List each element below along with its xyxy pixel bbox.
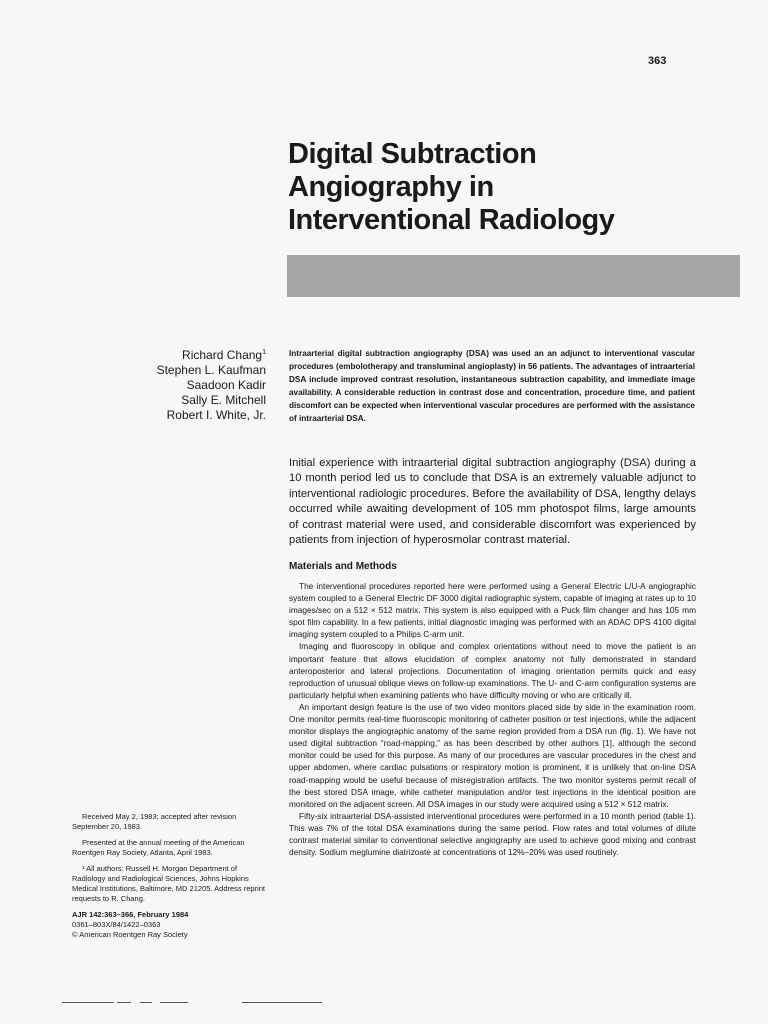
body-paragraph: Imaging and fluoroscopy in oblique and complex orientations without need to move the patient is an important feature that allows elucidation of complex anatomy not fully demonstrated in standard anteroposterior and lateral projections. Documentation of imaging orientation permits quick and easy reproduction of unusual oblique views on follow-up examinations. The U- and C-arm configuration systems are particularly helpful when examining patients who have difficulty moving or who are critically ill. xyxy=(289,641,696,700)
author-list xyxy=(100,345,266,423)
title-line: Digital Subtraction xyxy=(288,138,537,170)
lead-paragraph: Initial experience with intraarterial digital subtraction angiography (DSA) during a 10 month period led us to conclude that DSA is an extremely valuable adjunct to interventional radiologic procedures. Before the availability of DSA, lengthy delays occurred while awaiting development of 105 mm photospot films, large amounts of contrast material were used, and considerable discomfort was experienced by patients from injection of hyperosmolar contrast material. xyxy=(289,457,696,547)
author-name: Robert I. White, Jr. xyxy=(166,408,266,422)
footer-rule xyxy=(62,1002,114,1003)
body-paragraph: An important design feature is the use of two video monitors placed side by side in the examination room. One monitor permits real-time fluoroscopic monitoring of catheter position or test injections, while the adjacent monitor displays the angiographic anatomy of the same region provided from a DSA run (fig. 1). We have not used digital subtraction “road-mapping,” as has been described by other authors [1], although the second monitor could be used for this purpose. As many of our procedures are vascular procedures in the chest and upper abdomen, where cardiac pulsations or respiratory motion is prominent, it is unlikely that on-line DSA road-mapping would be useful because of misregistration artifacts. The two monitor systems permit recall of the best stored DSA image, while catheter manipulation and/or test injections in the identical position are monitored on the adjacent screen. All DSA images in our study were acquired using a 512 × 512 matrix. xyxy=(289,701,696,809)
author-name: Richard Chang$^1$ xyxy=(182,348,266,362)
body-text xyxy=(289,580,696,858)
page-number: 363 xyxy=(648,55,667,67)
author-footnote-mark: 1 xyxy=(262,349,266,356)
title-line: Interventional Radiology xyxy=(288,204,615,236)
footer-rule xyxy=(140,1002,152,1003)
footnote-affiliation: ¹ All authors: Russell H. Morgan Department of Radiology and Radiological Sciences, Johns Hopkins Medical Institutions, Baltimore, MD 21205. Address reprint requests to R. Chang. xyxy=(72,864,266,903)
footnote-issn: 0361–803X/84/1422–0363 xyxy=(72,920,161,929)
author-name: Saadoon Kadir xyxy=(186,378,266,392)
author-name: Stephen L. Kaufman xyxy=(156,363,266,377)
footnote-copyright: © American Roentgen Ray Society xyxy=(72,930,188,939)
footer-rule xyxy=(117,1002,131,1003)
author-name: Sally E. Mitchell xyxy=(181,393,266,407)
footnotes xyxy=(72,812,270,940)
footnote-received: Received May 2, 1983; accepted after revision September 20, 1983. xyxy=(72,812,237,831)
section-heading: Materials and Methods xyxy=(289,561,397,572)
title-line: Angiography in xyxy=(288,171,494,203)
footer-rule xyxy=(242,1002,322,1003)
footnote-presented: Presented at the annual meeting of the American Roentgen Ray Society, Atlanta, April 1983. xyxy=(72,838,245,857)
footnote-citation: AJR 142:363–366, February 1984 xyxy=(72,910,189,919)
body-paragraph: The interventional procedures reported here were performed using a General Electric L/U-A angiographic system coupled to a General Electric DF 3000 digital radiographic system, capable of imaging at rates up to 10 images/sec on a 512 × 512 matrix. This system is also equipped with a Puck film changer and has 105 mm spot film capability. In a few patients, initial diagnostic imaging was performed with an ADAC DPS 4100 digital imaging system coupled to a Philips C-arm unit. xyxy=(289,581,696,640)
abstract: Intraarterial digital subtraction angiography (DSA) was used an an adjunct to interventional vascular procedures (embolotherapy and transluminal angioplasty) in 56 patients. The advantages of intraarterial DSA include improved contrast resolution, instantaneous subtraction capability, and immediate image availability. A considerable reduction in contrast dose and concentration, procedure time, and patient discomfort can be expected when interventional vascular procedures are performed with the assistance of intraarterial DSA. xyxy=(289,349,695,423)
article-title xyxy=(288,138,728,237)
title-band xyxy=(287,255,740,297)
footer-rule xyxy=(160,1002,188,1003)
body-paragraph: Fifty-six intraarterial DSA-assisted interventional procedures were performed in a 10 month period (table 1). This was 7% of the total DSA examinations during the same period. Flow rates and total volumes of dilute contrast material similar to conventional selective angiography are used to achieve good mixing and contrast density. Sodium meglumine diatrizoate at concentrations of 12%–20% was used routinely. xyxy=(289,810,696,858)
